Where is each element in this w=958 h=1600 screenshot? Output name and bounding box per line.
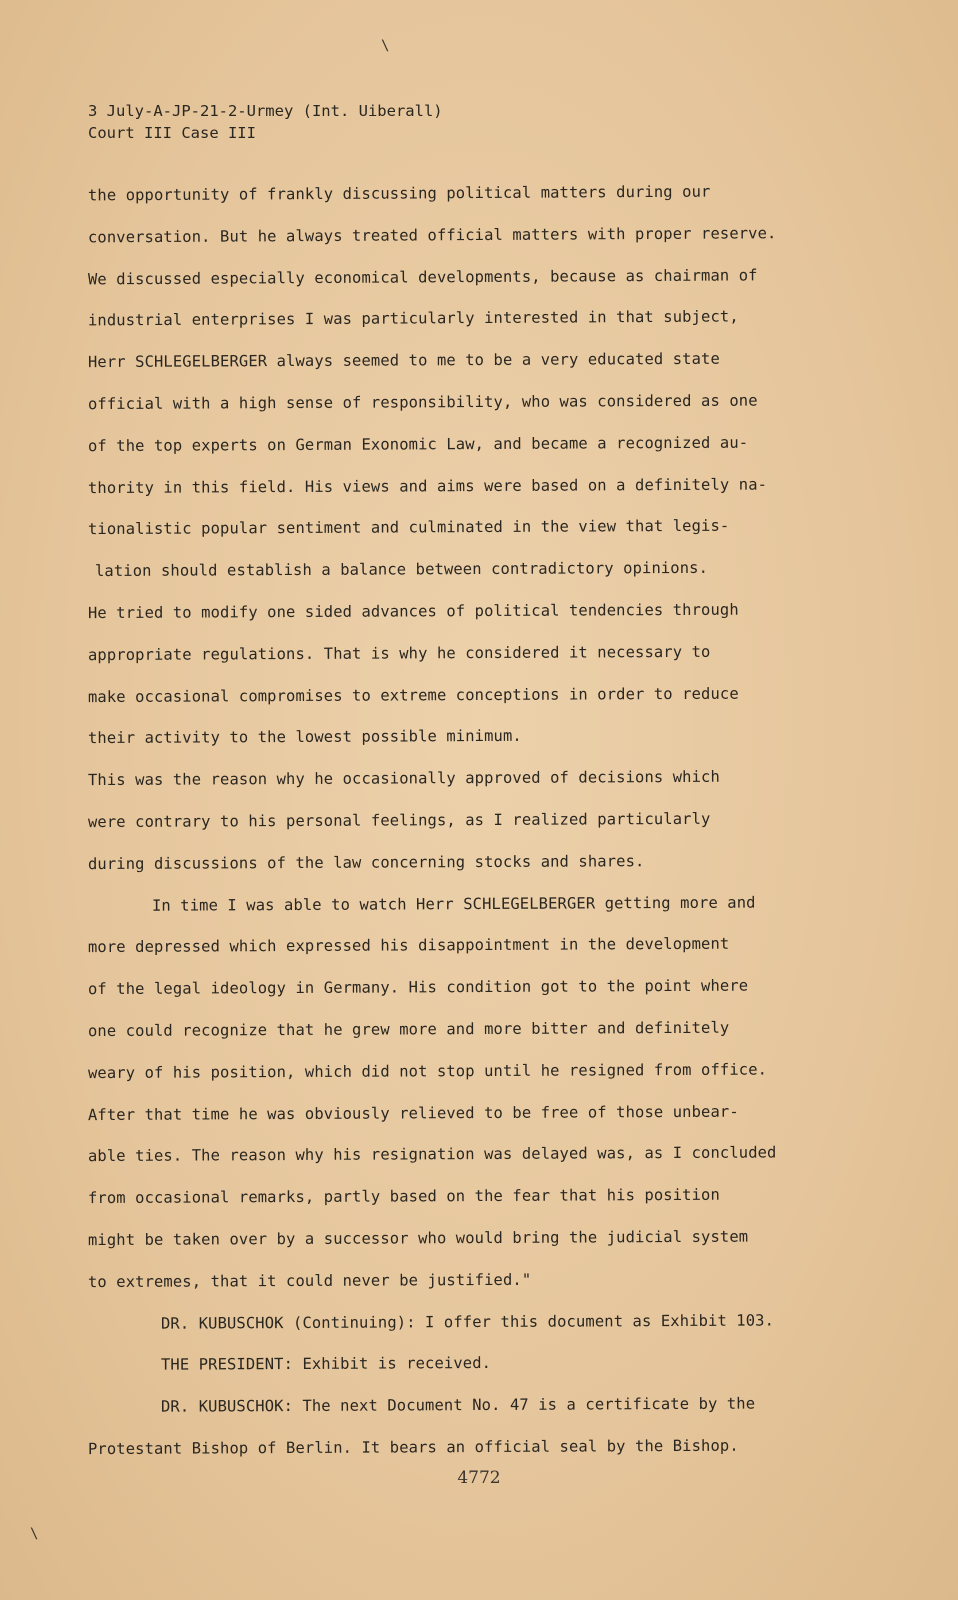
text-line: tionalistic popular sentiment and culminated in the view that legis- — [87, 517, 730, 539]
text-line: during discussions of the law concerning stocks and shares. — [87, 851, 645, 873]
text-line: He tried to modify one sided advances of political tendencies through — [87, 600, 739, 623]
header-line-1: 3 July-A-JP-21-2-Urmey (Int. Uiberall) — [88, 102, 443, 120]
text-line: In time I was able to watch Herr SCHLEGELBERGER getting more and — [151, 893, 756, 915]
text-line: Protestant Bishop of Berlin. It bears an official seal by the Bishop. — [87, 1436, 739, 1458]
text-line: might be taken over by a successor who would bring the judicial system — [87, 1227, 749, 1249]
text-line: This was the reason why he occasionally approved of decisions which — [87, 767, 720, 790]
text-line: appropriate regulations. That is why he considered it necessary to — [87, 642, 711, 664]
document-body — [88, 183, 878, 1479]
text-line: their activity to the lowest possible minimum. — [87, 727, 522, 748]
text-line: DR. KUBUSCHOK (Continuing): I offer this document as Exhibit 103. — [160, 1310, 775, 1333]
text-line: lation should establish a balance between contradictory opinions. — [94, 558, 709, 581]
text-line: one could recognize that he grew more and more bitter and definitely — [87, 1018, 730, 1041]
text-line: Herr SCHLEGELBERGER always seemed to me to be a very educated state — [87, 349, 720, 372]
paper-mark: \ — [30, 1526, 39, 1542]
text-line: able ties. The reason why his resignation was delayed was, as I concluded — [87, 1143, 777, 1166]
document-header — [88, 100, 443, 144]
text-line: to extremes, that it could never be justified." — [87, 1270, 532, 1291]
text-line: industrial enterprises I was particularly interested in that subject, — [87, 307, 739, 330]
text-line: We discussed especially economical developments, because as chairman of — [87, 265, 758, 289]
text-line: of the legal ideology in Germany. His condition got to the point where — [87, 976, 749, 999]
text-line: official with a high sense of responsibility, who was considered as one — [87, 391, 758, 414]
text-line: After that time he was obviously relieved to be free of those unbear- — [87, 1102, 739, 1124]
paper-mark: \ — [381, 38, 390, 54]
text-line: of the top experts on German Exonomic Law, and became a recognized au- — [87, 433, 749, 455]
text-line: conversation. But he always treated official matters with proper reserve. — [87, 224, 777, 247]
text-line: THE PRESIDENT: Exhibit is received. — [160, 1354, 492, 1374]
page-number: 4772 — [457, 1468, 501, 1488]
text-line: DR. KUBUSCHOK: The next Document No. 47 is a certificate by the — [160, 1394, 756, 1416]
text-line: weary of his position, which did not stop until he resigned from office. — [87, 1060, 768, 1082]
header-line-2: Court III Case III — [88, 124, 256, 142]
text-line: thority in this field. His views and aims were based on a definitely na- — [87, 475, 768, 497]
text-line: make occasional compromises to extreme conceptions in order to reduce — [87, 684, 739, 706]
text-line: more depressed which expressed his disappointment in the development — [87, 935, 730, 957]
text-line: from occasional remarks, partly based on the fear that his position — [87, 1185, 720, 1208]
text-line: were contrary to his personal feelings, as I realized particularly — [87, 809, 711, 832]
text-line: the opportunity of frankly discussing political matters during our — [87, 182, 711, 205]
